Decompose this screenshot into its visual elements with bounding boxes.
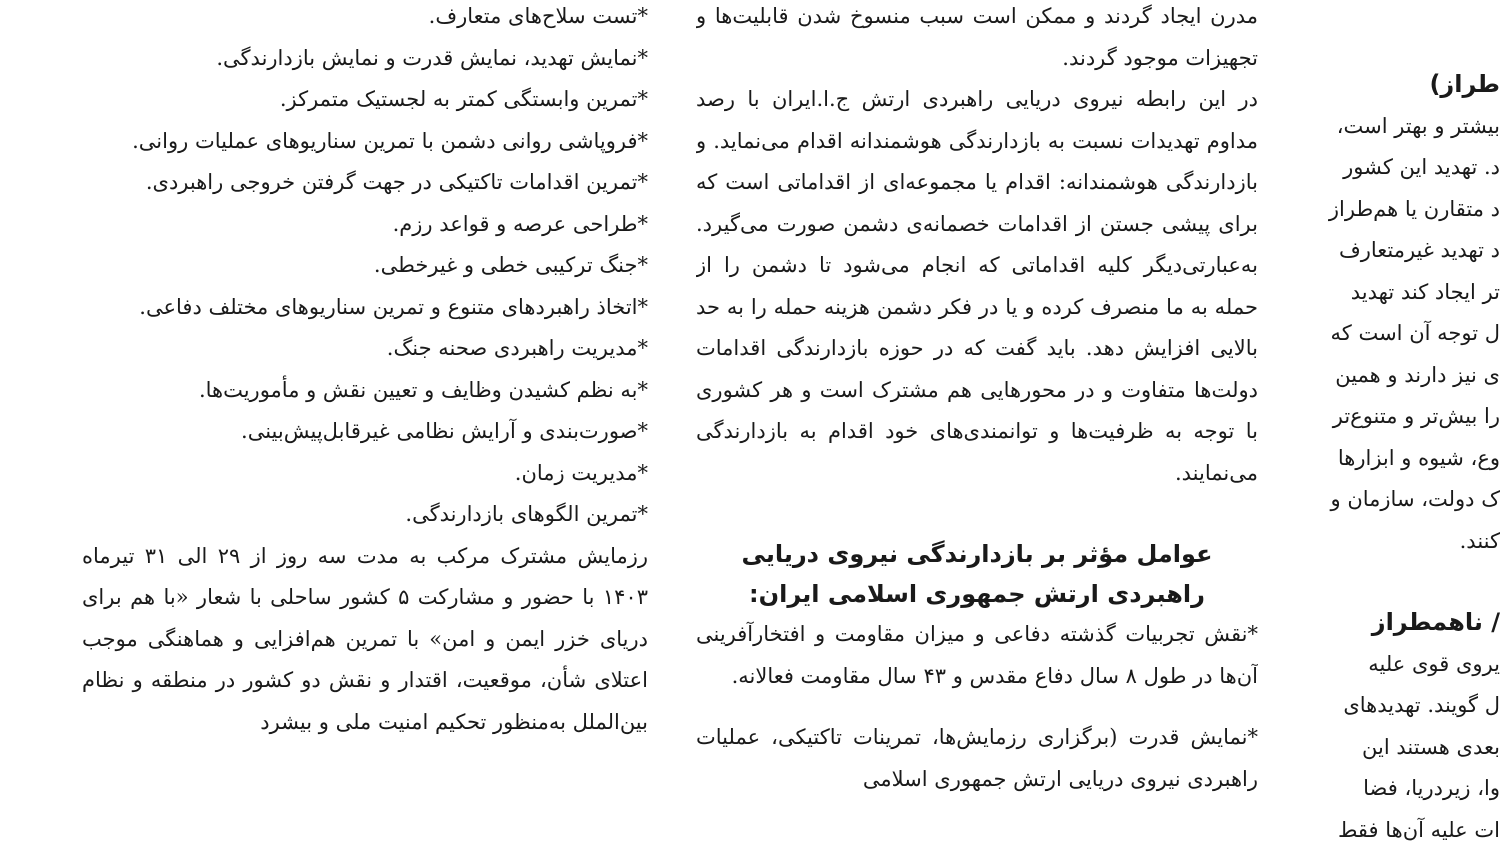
middle-body: در این رابطه نیروی دریایی راهبردی ارتش ج.ا.ایران با رصد مداوم تهدیدات نسبت به بازدارندگی هوشمندانه اقدام می‌نماید. و بازدارندگی هوشمندانه: اقدام یا مجموعه‌ای از اقداماتی است که برای پیشی جستن از اقدامات خصمانه‌ی دشمن صورت می‌گیرد. به‌عبارتی‌دیگر کلیه اقداماتی که انجام می‌شود تا دشمن را از حمله به ما منصرف کرده و یا در فکر دشمن هزینه حمله را به حد بالایی افزایش دهد. باید گفت که در حوزه بازدارندگی اقدامات دولت‌ها متفاوت و در محورهایی هم مشترک است و هر کشوری با توجه به ظرفیت‌ها و توانمندی‌های خود اقدام به بازدارندگی می‌نمایند. (696, 87, 1258, 485)
left-line-5: *تمرین اقدامات تاکتیکی در جهت گرفتن خروجی راهبردی. (145, 170, 648, 194)
left-line-7: *جنگ ترکیبی خطی و غیرخطی. (373, 253, 648, 277)
right-line: تر ایجاد کند تهدید (1350, 279, 1500, 304)
left-line-6: *طراحی عرصه و قواعد رزم. (392, 211, 648, 236)
right-heading-2: / ناهمطراز (1371, 608, 1500, 636)
right-line: ات علیه آن‌ها فقط (1337, 817, 1500, 842)
right-line: د متقارن یا هم‌طراز (1328, 196, 1500, 221)
left-line-10: *به نظم کشیدن وظایف و تعیین نقش و مأموریت‌ها. (198, 377, 648, 402)
left-line-1: *تست سلاح‌های متعارف. (428, 4, 648, 28)
right-line: بعدی هستند این (1362, 734, 1500, 759)
right-line: د. تهدید این کشور (1343, 155, 1500, 179)
right-line: ل گویند. تهدیدهای (1343, 693, 1500, 717)
section-heading: عوامل مؤثر بر بازدارندگی نیروی دریایی راهبردی ارتش جمهوری اسلامی ایران: (741, 540, 1213, 608)
left-paragraph-exercise: رزمایش مشترک مرکب به مدت سه روز از ۲۹ الی ۳۱ تیرماه ۱۴۰۳ با حضور و مشارکت ۵ کشور ساحلی با شعار «با هم برای دریای خزر ایمن و امن» با تمرین هم‌افزایی و هماهنگی موجب اعتلای شأن، موقعیت، اقتدار و نقش دو کشور در منطقه و نظام بین‌الملل به‌منظور تحکیم امنیت ملی و بیشرد (82, 543, 648, 734)
right-line: وا، زیردریا، فضا (1363, 776, 1500, 800)
left-line-12: *مدیریت زمان. (514, 460, 648, 485)
left-line-8: *اتخاذ راهبردهای متنوع و تمرین سناریوهای مختلف دفاعی. (139, 294, 648, 319)
right-line: ک دولت، سازمان و (1330, 487, 1500, 511)
left-line-11: *صورت‌بندی و آرایش نظامی غیرقابل‌پیش‌بینی. (241, 419, 648, 443)
right-line: بیشتر و بهتر است، (1336, 113, 1500, 138)
left-line-2: *نمایش تهدید، نمایش قدرت و نمایش بازدارندگی. (216, 45, 648, 70)
middle-bullet-2: *نمایش قدرت (برگزاری رزمایش‌ها، تمرینات تاکتیکی، عملیات راهبردی نیروی دریایی ارتش جمهوری اسلامی (696, 725, 1258, 791)
left-line-13: *تمرین الگوهای بازدارندگی. (405, 502, 648, 526)
middle-intro: مدرن ایجاد گردند و ممکن است سبب منسوخ شدن قابلیت‌ها و تجهیزات موجود گردند. (696, 4, 1258, 70)
middle-bullet-1: *نقش تجربیات گذشته دفاعی و میزان مقاومت و افتخارآفرینی آن‌ها در طول ۸ سال دفاع مقدس و ۴۳ سال مقاومت فعالانه. (696, 622, 1258, 688)
right-line: ی نیز دارند و همین (1335, 362, 1500, 387)
middle-column (696, 0, 1258, 800)
right-line: کنند. (1459, 528, 1500, 553)
right-line: ل توجه آن است که (1330, 321, 1500, 345)
right-line: د تهدید غیرمتعارف (1338, 238, 1500, 262)
left-column (82, 0, 648, 743)
right-line: وع، شیوه و ابزارها (1337, 445, 1500, 470)
right-line: را بیش‌تر و متنوع‌تر (1332, 404, 1500, 428)
right-heading-1: طراز) (1429, 70, 1500, 98)
left-line-4: *فروپاشی روانی دشمن با تمرین سناریوهای عملیات روانی. (132, 128, 648, 153)
left-line-9: *مدیریت راهبردی صحنه جنگ. (386, 336, 648, 360)
right-line: یروی قوی علیه (1368, 651, 1500, 676)
right-column-cropped (1300, 0, 1500, 856)
left-line-3: *تمرین وابستگی کمتر به لجستیک متمرکز. (279, 87, 648, 111)
